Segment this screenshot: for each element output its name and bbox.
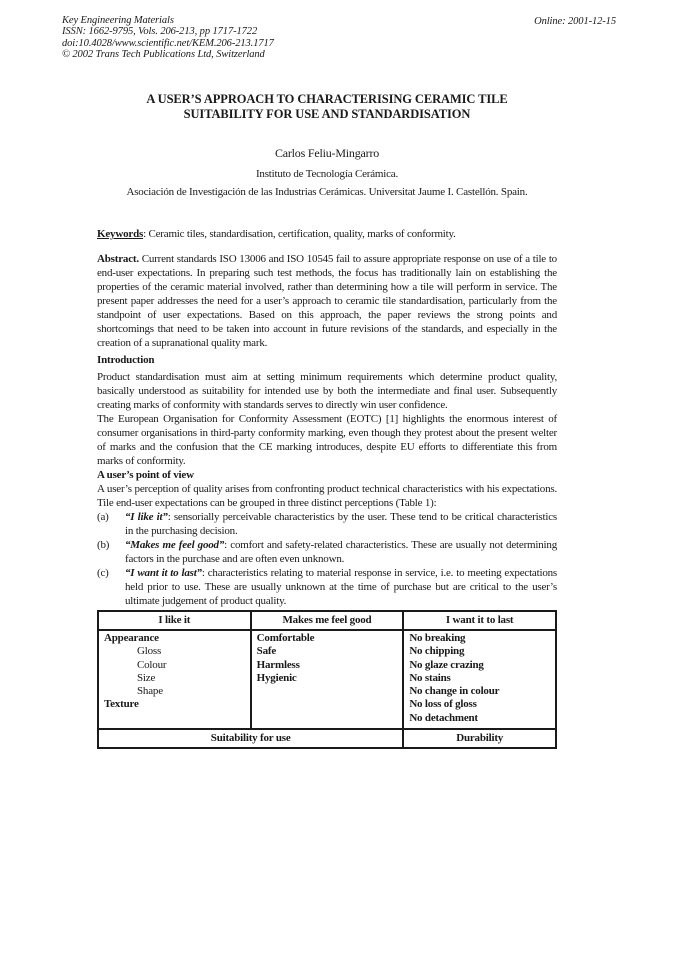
journal-header (62, 15, 616, 61)
cell-line-no-stains: No stains (409, 671, 451, 684)
cell-line-appearance: Appearance (104, 632, 159, 644)
cell-line-no-change-in-colour: No change in colour (409, 685, 500, 698)
author-name: Carlos Feliu-Mingarro (274, 146, 380, 160)
issn-line: ISSN: 1662-9795, Vols. 206-213, pp 1717-1722 (62, 26, 258, 38)
table-cell-i-want-it-to-last (403, 630, 556, 729)
item-a-text: : sensorially perceivable characteristics by the user. These tend to be critical characteristics in the purchasing decision. (125, 511, 557, 537)
cell-line-shape: Shape (137, 685, 163, 698)
intro-paragraph-3: A user’s perception of quality arises from confronting product technical characteristics with his expectations. Tile end-user expectations can be grouped in three distinct perceptions (Table 1): (97, 483, 557, 509)
perception-item-b (97, 538, 557, 566)
abstract-text: Current standards ISO 13006 and ISO 10545 fail to assure appropriate response on use of a tile to end-user expectations. In preparing such test methods, the focus has traditionally lain on establishing the properties of the ceramic material involved, rather than determining how a tile will perform in service. The present paper addresses the need for a user’s approach to ceramic tile standardisation, particularly from the standpoint of user expectations. Based on this approach, the paper reviews the strong points and shortcomings that need to be taken into account in future revisions of the standards, and especially in the creation of a supranational quality mark. (97, 253, 557, 349)
table-header-row (98, 611, 556, 630)
table-1-user-perceptions (97, 610, 557, 749)
keywords-text: : Ceramic tiles, standardisation, certification, quality, marks of conformity. (143, 228, 456, 240)
perception-item-c (97, 566, 557, 608)
paper-content (97, 92, 557, 749)
cell-line-no-glaze-crazing: No glaze crazing (409, 658, 484, 671)
intro-paragraph-2: The European Organisation for Conformity Assessment (EOTC) [1] highlights the enormous interest of consumer organisations in third-party conformity marking, even though they protest about the present welter of marks and the confusion that the CE marking introduces, despite EU efforts to differentiate this from marks of conformity. (97, 413, 557, 467)
item-b-text: : comfort and safety-related characteristics. These are usually not determining factors in the purchase and are often even unknown. (125, 539, 557, 565)
keywords-label: Keywords (97, 228, 144, 240)
perception-item-a (97, 510, 557, 538)
cell-line-harmless: Harmless (256, 658, 300, 671)
intro-paragraph-1: Product standardisation must aim at setting minimum requirements which determine product quality, basically understood as suitability for intended use by both the intermediate and final user. Subsequently creating marks of conformity with standards serves to directly win user confidence. (97, 371, 557, 411)
online-date: Online: 2001-12-15 (534, 16, 616, 27)
cell-line-safe: Safe (256, 645, 277, 658)
table-body-row (98, 630, 556, 729)
abstract-paragraph (97, 252, 557, 350)
table-cell-makes-me-feel-good (251, 630, 404, 729)
affiliation-1: Instituto de Tecnología Cerámica. (255, 168, 399, 180)
table-footer-suitability-for-use: Suitability for use (98, 729, 403, 748)
table-header-i-want-it-to-last: I want it to last (403, 611, 556, 630)
subsection-heading-users-point-of-view: A user’s point of view (97, 469, 194, 481)
cell-line-no-detachment: No detachment (409, 711, 478, 724)
paper-title (97, 92, 557, 122)
item-a-phrase: “I like it” (125, 511, 168, 523)
cell-line-hygienic: Hygienic (256, 671, 297, 684)
cell-line-no-chipping: No chipping (409, 645, 465, 658)
table-cell-i-like-it (98, 630, 251, 729)
cell-line-no-breaking: No breaking (409, 632, 466, 644)
cell-line-texture: Texture (104, 698, 139, 711)
cell-line-gloss: Gloss (137, 645, 162, 658)
item-b-phrase: “Makes me feel good” (125, 539, 225, 551)
item-c-phrase: “I want it to last” (125, 567, 202, 579)
table-header-makes-me-feel-good: Makes me feel good (251, 611, 404, 630)
section-heading-introduction: Introduction (97, 354, 155, 366)
table-header-i-like-it: I like it (98, 611, 251, 630)
item-a-marker: (a) (97, 511, 109, 523)
cell-line-comfortable: Comfortable (256, 632, 315, 644)
table-footer-durability: Durability (403, 729, 556, 748)
affiliation-2: Asociación de Investigación de las Industrias Cerámicas. Universitat Jaume I. Castellón. Spain. (126, 186, 528, 198)
cell-line-size: Size (137, 671, 156, 684)
journal-title: Key Engineering Materials (62, 15, 174, 26)
cell-line-colour: Colour (137, 658, 167, 671)
item-c-marker: (c) (97, 567, 109, 579)
paper-title-line-1: A USER’S APPROACH TO CHARACTERISING CERAMIC TILE (146, 92, 508, 106)
table-footer-row (98, 729, 556, 748)
abstract-label: Abstract. (97, 253, 139, 265)
keywords-line (97, 227, 557, 241)
copyright-line: © 2002 Trans Tech Publications Ltd, Switzerland (62, 49, 265, 61)
journal-header-left (62, 15, 274, 61)
cell-line-no-loss-of-gloss: No loss of gloss (409, 698, 477, 711)
doi-line: doi:10.4028/www.scientific.net/KEM.206-213.1717 (62, 37, 274, 49)
item-b-marker: (b) (97, 539, 110, 551)
paper-title-line-2: SUITABILITY FOR USE AND STANDARDISATION (183, 107, 471, 121)
item-c-text: : characteristics relating to material response in service, i.e. to meeting expectations held prior to use. These are usually unknown at the time of purchase but are critical to the user’s ultimate judgement of product quality. (125, 567, 557, 607)
